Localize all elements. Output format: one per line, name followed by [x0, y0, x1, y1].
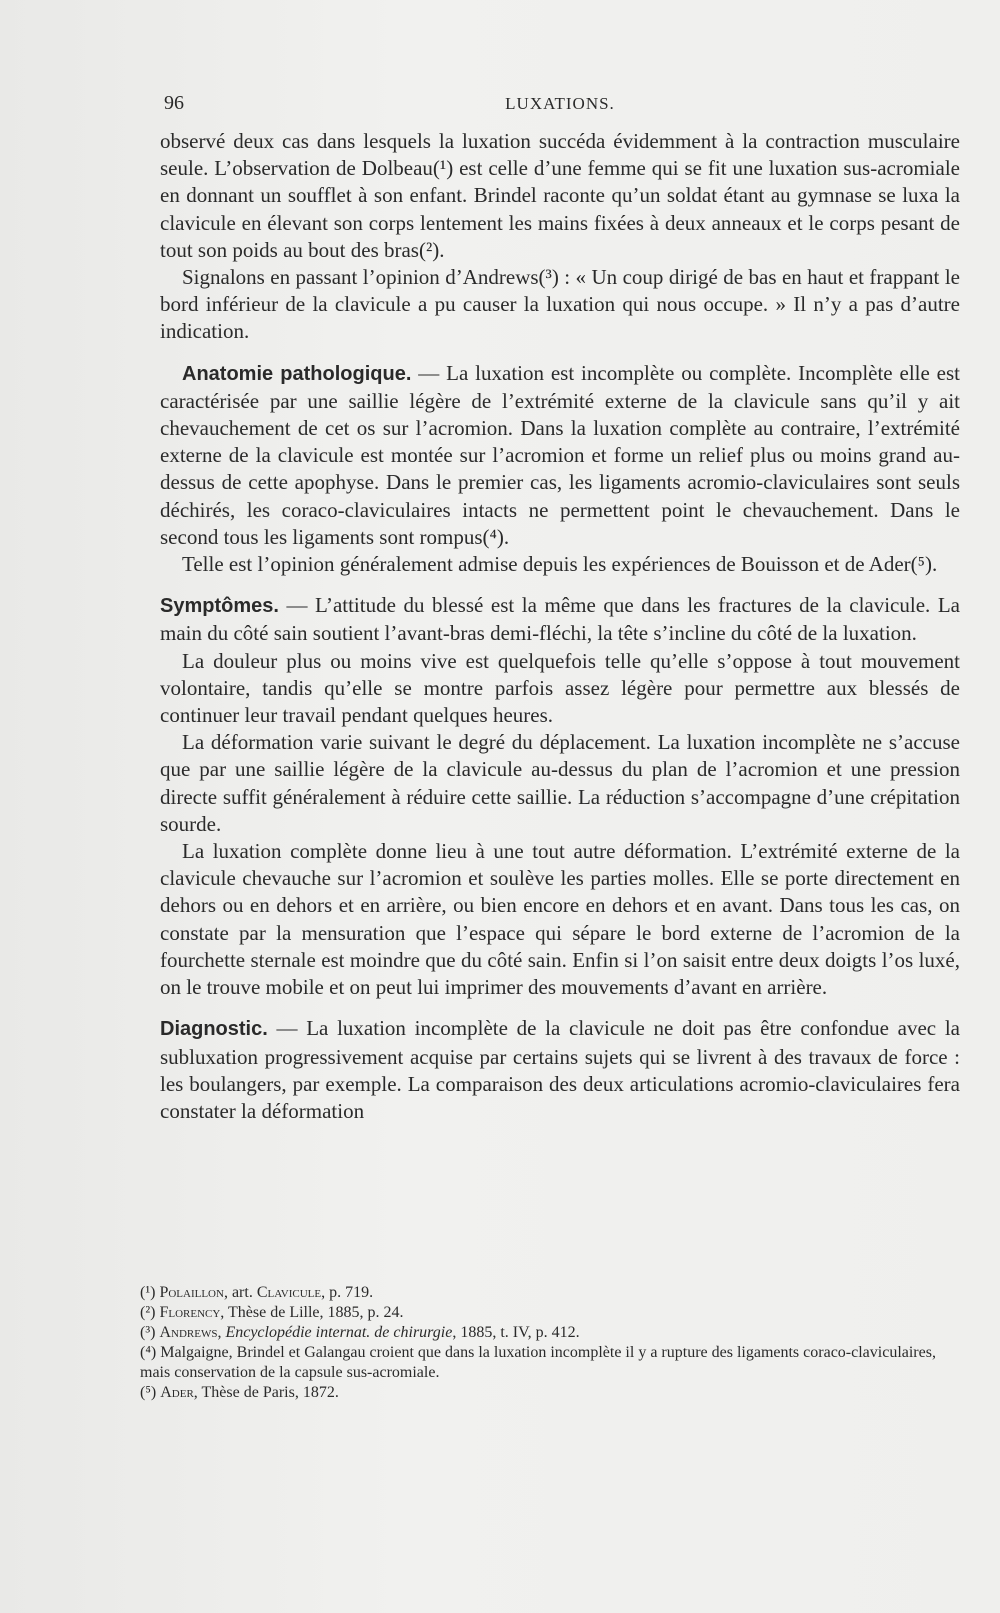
paragraph-symptomes: Symptômes. — L’attitude du blessé est la même que dans les fractures de la clavicule. La main du côté sain soutient l’avant-bras demi-fléchi, la tête s’incline du côté de la luxation.	[160, 593, 960, 646]
paragraph: La douleur plus ou moins vive est quelquefois telle qu’elle s’oppose à tout mouvement volontaire, tandis qu’elle se montre parfois assez légère pour permettre aux blessés de continuer leur travail pendant quelques heures.	[160, 648, 960, 728]
page-number: 96	[164, 92, 184, 114]
paragraph-diagnostic: Diagnostic. — La luxation incomplète de la clavicule ne doit pas être confondue avec la subluxation progressivement acquise par certains sujets qui se livrent à des travaux de force : les boulangers, par exemple. La comparaison des deux articulations acromio-claviculaires fera constater la déformation	[160, 1016, 960, 1123]
paragraph: La luxation complète donne lieu à une tout autre déformation. L’extrémité externe de la clavicule chevauche sur l’acromion et soulève les parties molles. Elle se porte directement en dehors ou en dehors et en arrière, ou bien encore en dehors et en avant. Dans tous les cas, on constate par la mensuration que l’espace qui sépare le bord externe de l’acromion de la fourchette sternale est moindre que du côté sain. Enfin si l’on saisit entre deux doigts l’os luxé, on le trouve mobile et on peut lui imprimer des mouvements d’avant en arrière.	[160, 839, 960, 1000]
footnotes	[140, 1283, 960, 1403]
paragraph: Signalons en passant l’opinion d’Andrews(³) : « Un coup dirigé de bas en haut et frappant le bord inférieur de la clavicule a pu causer la luxation qui nous occupe. » Il n’y a pas d’autre indication.	[160, 265, 960, 344]
paragraph-anatomie: Anatomie pathologique. — La luxation est incomplète ou complète. Incomplète elle est caractérisée par une saillie légère de l’extrémité externe de la clavicule sans qu’il y ait chevauchement de cet os sur l’acromion. Dans la luxation complète au contraire, l’extrémité externe de la clavicule est montée sur l’acromion et forme un relief plus ou moins grand au-dessus de cette apophyse. Dans le premier cas, les ligaments acromio-claviculaires sont seuls déchirés, les coraco-claviculaires intacts ne permettent point le chevauchement. Dans le second tous les ligaments sont rompus(⁴).	[160, 360, 960, 549]
section-heading: Anatomie pathologique.	[182, 362, 412, 385]
footnote: (¹) Polaillon, art. Clavicule, p. 719.	[140, 1284, 374, 1301]
footnote: (²) Florency, Thèse de Lille, 1885, p. 24.	[140, 1304, 404, 1321]
page-header	[160, 92, 960, 118]
footnote: (³) Andrews, Encyclopédie internat. de chirurgie, 1885, t. IV, p. 412.	[140, 1324, 580, 1341]
paragraph: Telle est l’opinion généralement admise depuis les expériences de Bouisson et de Ader(⁵).	[182, 552, 938, 577]
running-head: LUXATIONS.	[505, 94, 615, 113]
section-heading: Diagnostic.	[160, 1018, 268, 1041]
section-heading: Symptômes.	[160, 595, 279, 618]
paragraph: La déformation varie suivant le degré du déplacement. La luxation incomplète ne s’accuse que par une saillie légère de la clavicule au-dessus du plan de l’acromion et une pression directe suffit généralement à réduire cette saillie. La réduction s’accompagne d’une crépitation sourde.	[160, 730, 960, 836]
body-text	[160, 128, 960, 1125]
footnote: (⁵) Ader, Thèse de Paris, 1872.	[140, 1384, 339, 1401]
paragraph: observé deux cas dans lesquels la luxation succéda évidemment à la contraction musculaire seule. L’observation de Dolbeau(¹) est celle d’une femme qui se fit une luxation sus-acromiale en donnant un soufflet à son enfant. Brindel raconte qu’un soldat étant au gymnase se luxa la clavicule en élevant son corps lentement les mains fixées à deux anneaux et le corps pesant de tout son poids au bout des bras(²).	[160, 129, 960, 262]
footnote: (⁴) Malgaigne, Brindel et Galangau croient que dans la luxation incomplète il y a rupture des ligaments coraco-claviculaires, mais conservation de la capsule sus-acromiale.	[140, 1344, 936, 1381]
